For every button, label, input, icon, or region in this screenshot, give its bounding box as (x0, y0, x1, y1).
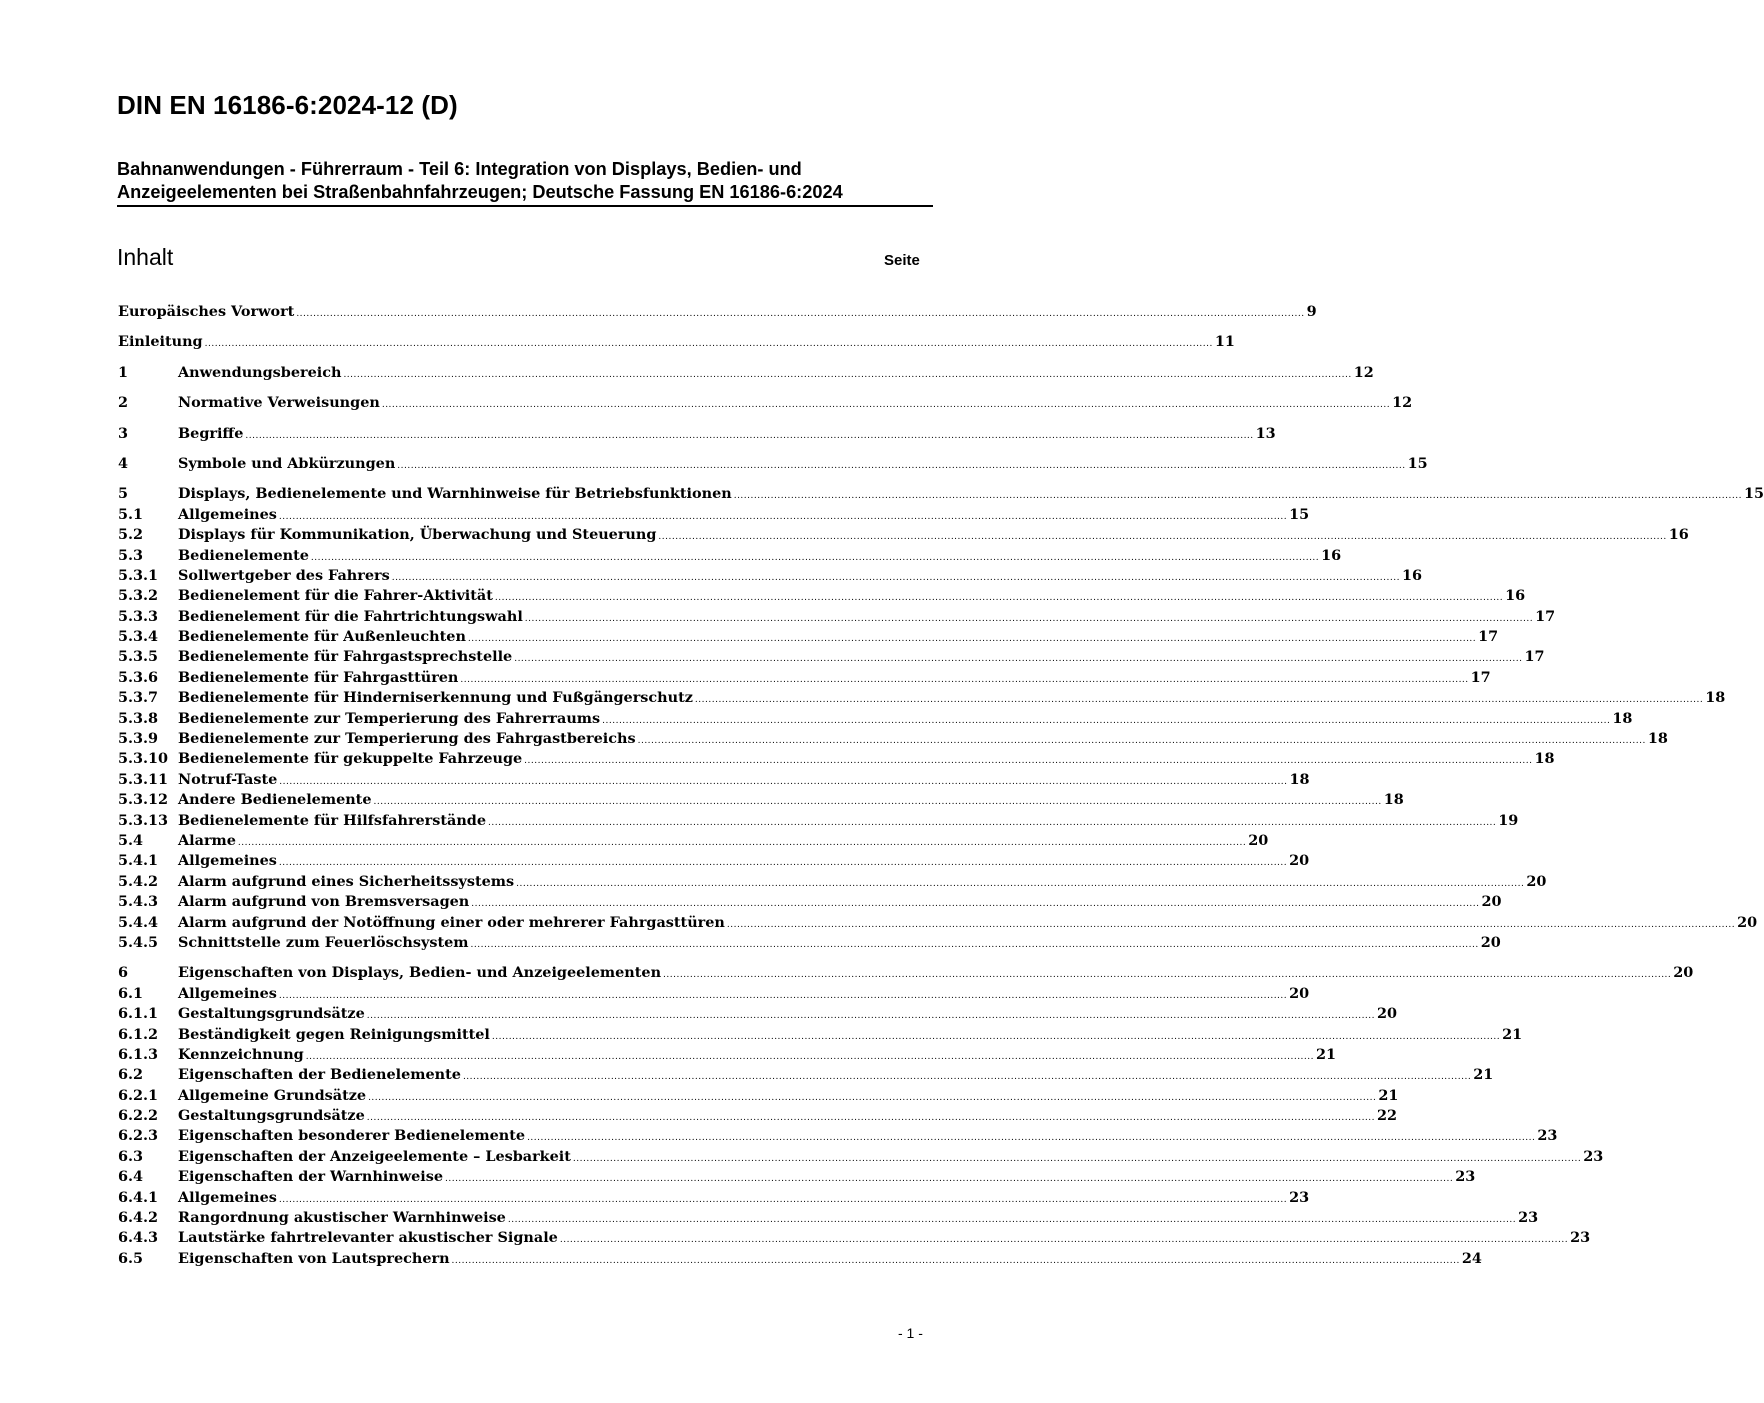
toc-entry[interactable] (118, 424, 1276, 444)
toc-dot-leader: ............................................................................................................................................................................................................................................................................................................ (733, 491, 1742, 502)
toc-entry[interactable] (118, 668, 1491, 688)
toc-entry-page: 18 (1705, 689, 1726, 707)
toc-dot-leader: ............................................................................................................................................................................................................................................................................................................ (658, 532, 1667, 543)
toc-entry-title: Schnittstelle zum Feuerlöschsystem (178, 933, 469, 951)
toc-entry[interactable] (118, 484, 1764, 504)
toc-entry[interactable] (118, 1086, 1399, 1106)
toc-entry-page: 20 (1248, 831, 1269, 849)
toc-entry-title: Bedienelemente für Fahrgastsprechstelle (178, 648, 513, 666)
toc-entry[interactable] (118, 933, 1501, 953)
toc-dot-leader: ............................................................................................................................................................................................................................................................................................................ (237, 837, 1247, 848)
toc-entry-page: 20 (1737, 913, 1758, 931)
toc-entry-page: 16 (1401, 566, 1422, 584)
toc-entry-page: 23 (1455, 1168, 1476, 1186)
toc-entry[interactable] (118, 872, 1547, 892)
toc-entry[interactable] (118, 709, 1633, 729)
toc-dot-leader: ............................................................................................................................................................................................................................................................................................................ (278, 511, 1288, 522)
toc-entry-page: 23 (1518, 1209, 1539, 1227)
toc-entry[interactable] (118, 647, 1545, 667)
toc-entry-number: 5.4.3 (118, 893, 159, 911)
toc-entry-page: 20 (1289, 984, 1310, 1002)
toc-entry-number: 6.1 (118, 984, 144, 1002)
toc-entry-title: Sollwertgeber des Fahrers (178, 566, 390, 584)
toc-entry-page: 12 (1392, 394, 1413, 412)
toc-entry-title: Symbole und Abkürzungen (178, 454, 396, 472)
toc-entry-number: 6.1.1 (118, 1005, 159, 1023)
toc-entry-title: Kennzeichnung (178, 1045, 304, 1063)
toc-entry-page: 21 (1378, 1086, 1399, 1104)
toc-entry-title: Allgemeines (178, 984, 277, 1002)
footer-page-number: - 1 - (898, 1325, 923, 1341)
toc-entry-number: 5.3.9 (118, 730, 159, 748)
toc-entry-title: Eigenschaften der Bedienelemente (178, 1066, 461, 1084)
toc-entry-page: 18 (1647, 730, 1668, 748)
toc-dot-leader: ............................................................................................................................................................................................................................................................................................................ (637, 736, 1646, 747)
toc-page-column-label: Seite (884, 252, 920, 269)
toc-entry-title: Bedienelement für die Fahrer-Aktivität (178, 587, 493, 605)
toc-entry[interactable] (118, 963, 1694, 983)
toc-dot-leader: ............................................................................................................................................................................................................................................................................................................ (471, 899, 1480, 910)
toc-entry[interactable] (118, 302, 1317, 322)
toc-entry-number: 4 (118, 454, 129, 472)
toc-entry-title: Bedienelemente für Hilfsfahrerstände (178, 811, 487, 829)
toc-entry-page: 18 (1612, 709, 1633, 727)
toc-dot-leader: ............................................................................................................................................................................................................................................................................................................ (726, 919, 1736, 930)
toc-entry-number: 6.2.3 (118, 1127, 159, 1145)
toc-entry[interactable] (118, 688, 1726, 708)
toc-dot-leader: ............................................................................................................................................................................................................................................................................................................ (310, 552, 1320, 563)
toc-entry-title: Gestaltungsgrundsätze (178, 1107, 365, 1125)
toc-entry-title: Displays, Bedienelemente und Warnhinweise für Betriebsfunktionen (178, 485, 732, 503)
toc-entry[interactable] (118, 332, 1235, 352)
toc-dot-leader: ............................................................................................................................................................................................................................................................................................................ (397, 460, 1406, 471)
toc-dot-leader: ............................................................................................................................................................................................................................................................................................................ (488, 817, 1497, 828)
toc-entry-page: 20 (1289, 852, 1310, 870)
toc-entry-number: 5.3.6 (118, 668, 159, 686)
toc-entry-number: 6.2.1 (118, 1086, 159, 1104)
toc-entry-number: 6.4.2 (118, 1209, 159, 1227)
toc-entry[interactable] (118, 831, 1269, 851)
toc-entry[interactable] (118, 984, 1310, 1004)
toc-entry-title: Alarm aufgrund von Bremsversagen (178, 893, 470, 911)
toc-entry-number: 5.3.7 (118, 689, 159, 707)
toc-entry-number: 6.3 (118, 1147, 144, 1165)
toc-dot-leader: ............................................................................................................................................................................................................................................................................................................ (602, 715, 1611, 726)
toc-dot-leader: ............................................................................................................................................................................................................................................................................................................ (391, 572, 1400, 583)
toc-entry-title: Gestaltungsgrundsätze (178, 1005, 365, 1023)
toc-entry-page: 22 (1377, 1107, 1398, 1125)
toc-entry-title: Bedienelemente für Fahrgasttüren (178, 668, 459, 686)
toc-entry-page: 20 (1480, 933, 1501, 951)
toc-entry-number: 5.1 (118, 505, 144, 523)
toc-entry-title: Bedienelemente für Hinderniserkennung und Fußgängerschutz (178, 689, 693, 707)
toc-entry-title: Notruf-Taste (178, 770, 278, 788)
toc-entry-number: 5 (118, 485, 129, 503)
toc-dot-leader: ............................................................................................................................................................................................................................................................................................................ (366, 1011, 1376, 1022)
toc-entry-title: Bedienelemente zur Temperierung des Fahrgastbereichs (178, 730, 636, 748)
toc-entry[interactable] (118, 1065, 1494, 1085)
toc-entry[interactable] (118, 627, 1499, 647)
toc-entry-number: 5.3.2 (118, 587, 159, 605)
toc-entry-number: 5.4 (118, 831, 144, 849)
toc-entry-number: 6.4 (118, 1168, 144, 1186)
toc-entry-page: 17 (1478, 628, 1499, 646)
toc-dot-leader: ............................................................................................................................................................................................................................................................................................................ (524, 613, 1534, 624)
toc-entry-page: 12 (1353, 363, 1374, 381)
toc-entry-title: Eigenschaften von Displays, Bedien- und Anzeigeelementen (178, 964, 662, 982)
toc-dot-leader: ............................................................................................................................................................................................................................................................................................................ (514, 654, 1523, 665)
toc-entry[interactable] (118, 749, 1555, 769)
toc-entry-number: 5.3.3 (118, 607, 159, 625)
toc-entry-page: 18 (1534, 750, 1555, 768)
toc-dot-leader: ............................................................................................................................................................................................................................................................................................................ (527, 1133, 1536, 1144)
toc-entry-page: 17 (1524, 648, 1545, 666)
toc-entry-page: 23 (1583, 1147, 1604, 1165)
toc-dot-leader: ............................................................................................................................................................................................................................................................................................................ (305, 1051, 1315, 1062)
toc-dot-leader: ............................................................................................................................................................................................................................................................................................................ (343, 369, 1352, 380)
toc-dot-leader: ............................................................................................................................................................................................................................................................................................................ (279, 776, 1288, 787)
toc-entry-title: Anwendungsbereich (178, 363, 342, 381)
toc-entry[interactable] (118, 363, 1374, 383)
toc-entry-number: 6.1.2 (118, 1025, 159, 1043)
toc-entry-number: 2 (118, 394, 129, 412)
toc-entry-page: 21 (1473, 1066, 1494, 1084)
toc-entry-number: 1 (118, 363, 129, 381)
toc-entry-number: 5.2 (118, 526, 144, 544)
toc-entry-title: Eigenschaften besonderer Bedienelemente (178, 1127, 526, 1145)
toc-entry[interactable] (118, 393, 1413, 413)
toc-dot-leader: ............................................................................................................................................................................................................................................................................................................ (451, 1255, 1460, 1266)
toc-entry[interactable] (118, 1106, 1398, 1126)
toc-entry-number: 6.2 (118, 1066, 144, 1084)
toc-entry-title: Rangordnung akustischer Warnhinweise (178, 1209, 506, 1227)
toc-entry[interactable] (118, 770, 1310, 790)
toc-entry-page: 18 (1289, 770, 1310, 788)
toc-entry-page: 23 (1289, 1188, 1310, 1206)
toc-entry-page: 9 (1306, 303, 1317, 320)
toc-entry-page: 16 (1505, 587, 1526, 605)
toc-entry-page: 17 (1535, 607, 1556, 625)
toc-entry[interactable] (118, 505, 1310, 525)
toc-entry[interactable] (118, 1167, 1476, 1187)
toc-entry-title: Lautstärke fahrtrelevanter akustischer Signale (178, 1229, 558, 1247)
toc-entry-page: 18 (1383, 791, 1404, 809)
toc-dot-leader: ............................................................................................................................................................................................................................................................................................................ (278, 990, 1288, 1001)
toc-entry-title: Bedienelemente (178, 546, 309, 564)
toc-entry[interactable] (118, 454, 1428, 474)
toc-dot-leader: ............................................................................................................................................................................................................................................................................................................ (694, 695, 1704, 706)
toc-entry-number: 5.3 (118, 546, 144, 564)
toc-entry-page: 15 (1743, 485, 1764, 503)
toc-entry-number: 5.3.12 (118, 791, 169, 809)
toc-entry-number: 6.1.3 (118, 1045, 159, 1063)
toc-entry-number: 5.4.4 (118, 913, 159, 931)
toc-entry[interactable] (118, 1228, 1591, 1248)
toc-dot-leader: ............................................................................................................................................................................................................................................................................................................ (491, 1031, 1501, 1042)
toc-entry[interactable] (118, 1126, 1558, 1146)
toc-dot-leader: ............................................................................................................................................................................................................................................................................................................ (470, 939, 1479, 950)
toc-entry-number: 5.4.5 (118, 933, 159, 951)
toc-entry-page: 20 (1673, 964, 1694, 982)
toc-dot-leader: ............................................................................................................................................................................................................................................................................................................ (245, 430, 1254, 441)
toc-entry-title: Alarm aufgrund der Notöffnung einer oder mehrerer Fahrgasttüren (178, 913, 725, 931)
toc-dot-leader: ............................................................................................................................................................................................................................................................................................................ (444, 1174, 1454, 1185)
toc-entry-number: 5.4.1 (118, 852, 159, 870)
toc-dot-leader: ............................................................................................................................................................................................................................................................................................................ (524, 756, 1533, 767)
toc-dot-leader: ............................................................................................................................................................................................................................................................................................................ (373, 797, 1382, 808)
toc-entry[interactable] (118, 1025, 1523, 1045)
toc-entry-title: Allgemeines (178, 505, 277, 523)
toc-dot-leader: ............................................................................................................................................................................................................................................................................................................ (663, 970, 1672, 981)
toc-entry[interactable] (118, 1249, 1482, 1269)
toc-entry-page: 15 (1289, 505, 1310, 523)
toc-entry-page: 16 (1321, 546, 1342, 564)
toc-entry-title: Eigenschaften der Warnhinweise (178, 1168, 443, 1186)
toc-entry-number: 6.4.3 (118, 1229, 159, 1247)
toc-entry-title: Bedienelement für die Fahrtrichtungswahl (178, 607, 523, 625)
toc-entry-title: Beständigkeit gegen Reinigungsmittel (178, 1025, 490, 1043)
toc-dot-leader: ............................................................................................................................................................................................................................................................................................................ (494, 593, 1504, 604)
toc-entry-number: 6.4.1 (118, 1188, 159, 1206)
toc-entry[interactable] (118, 1004, 1398, 1024)
toc-entry-number: 6.5 (118, 1249, 144, 1267)
toc-entry-page: 16 (1668, 526, 1689, 544)
toc-entry-page: 21 (1316, 1045, 1337, 1063)
toc-entry-number: 3 (118, 424, 129, 442)
toc-entry-page: 19 (1498, 811, 1519, 829)
toc-entry[interactable] (118, 1208, 1539, 1228)
toc-dot-leader: ............................................................................................................................................................................................................................................................................................................ (467, 634, 1477, 645)
toc-entry-title: Allgemeines (178, 1188, 277, 1206)
toc-entry-title: Eigenschaften von Lautsprechern (178, 1249, 450, 1267)
toc-entry-title: Bedienelemente zur Temperierung des Fahrerraums (178, 709, 601, 727)
document-title: Bahnanwendungen - Führerraum - Teil 6: Integration von Displays, Bedien- und Anzeigeelementen bei Straßenbahnfahrzeugen; Deutsche Fassung EN 16186-6:2024 (117, 158, 933, 207)
document-code: DIN EN 16186-6:2024-12 (D) (117, 90, 458, 120)
toc-entry-title: Normative Verweisungen (178, 394, 380, 412)
toc-entry-title: Alarm aufgrund eines Sicherheitssystems (178, 872, 515, 890)
toc-entry[interactable] (118, 566, 1422, 586)
toc-dot-leader: ............................................................................................................................................................................................................................................................................................................ (278, 858, 1288, 869)
toc-entry-page: 11 (1214, 333, 1235, 351)
toc-entry-number: 5.3.11 (118, 770, 169, 788)
toc-entry-title: Bedienelemente für Außenleuchten (178, 628, 466, 646)
toc-entry-number: 5.3.10 (118, 750, 169, 768)
table-of-contents (118, 302, 1764, 1269)
toc-entry-page: 21 (1502, 1025, 1523, 1043)
toc-entry-page: 13 (1255, 424, 1276, 442)
toc-entry[interactable] (118, 607, 1556, 627)
toc-entry[interactable] (118, 811, 1519, 831)
toc-entry-title: Begriffe (178, 424, 244, 442)
toc-entry[interactable] (118, 790, 1404, 810)
toc-entry[interactable] (118, 913, 1758, 933)
toc-entry-number: 5.3.5 (118, 648, 159, 666)
toc-entry-page: 23 (1570, 1229, 1591, 1247)
toc-dot-leader: ............................................................................................................................................................................................................................................................................................................ (462, 1072, 1472, 1083)
toc-heading: Inhalt (117, 244, 174, 270)
toc-entry-number: 5.4.2 (118, 872, 159, 890)
toc-entry-title: Andere Bedienelemente (178, 791, 372, 809)
toc-entry-title: Einleitung (118, 333, 203, 351)
toc-entry-number: 5.3.8 (118, 709, 159, 727)
toc-dot-leader: ............................................................................................................................................................................................................................................................................................................ (516, 878, 1525, 889)
toc-entry-title: Europäisches Vorwort (118, 303, 295, 320)
toc-dot-leader: ............................................................................................................................................................................................................................................................................................................ (381, 400, 1391, 411)
toc-entry-title: Allgemeines (178, 852, 277, 870)
toc-dot-leader: ............................................................................................................................................................................................................................................................................................................ (572, 1153, 1582, 1164)
toc-entry-number: 5.3.4 (118, 628, 159, 646)
toc-entry-title: Allgemeine Grundsätze (178, 1086, 367, 1104)
toc-entry[interactable] (118, 1045, 1337, 1065)
toc-entry[interactable] (118, 1147, 1604, 1167)
toc-entry[interactable] (118, 586, 1526, 606)
toc-entry-page: 17 (1470, 668, 1491, 686)
toc-entry[interactable] (118, 546, 1342, 566)
toc-entry-title: Displays für Kommunikation, Überwachung und Steuerung (178, 526, 657, 544)
toc-entry-number: 6 (118, 964, 129, 982)
toc-entry-number: 5.3.1 (118, 566, 159, 584)
toc-entry[interactable] (118, 729, 1668, 749)
toc-dot-leader: ............................................................................................................................................................................................................................................................................................................ (366, 1113, 1376, 1124)
toc-dot-leader: ............................................................................................................................................................................................................................................................................................................ (296, 309, 1305, 319)
toc-entry-page: 20 (1481, 893, 1502, 911)
toc-entry-number: 6.2.2 (118, 1107, 159, 1125)
toc-dot-leader: ............................................................................................................................................................................................................................................................................................................ (507, 1215, 1517, 1226)
toc-entry-title: Eigenschaften der Anzeigeelemente – Lesbarkeit (178, 1147, 571, 1165)
toc-entry-page: 20 (1526, 872, 1547, 890)
toc-dot-leader: ............................................................................................................................................................................................................................................................................................................ (460, 674, 1469, 685)
toc-entry-number: 5.3.13 (118, 811, 169, 829)
toc-entry-title: Bedienelemente für gekuppelte Fahrzeuge (178, 750, 523, 768)
toc-dot-leader: ............................................................................................................................................................................................................................................................................................................ (278, 1194, 1288, 1205)
toc-entry-page: 23 (1537, 1127, 1558, 1145)
toc-entry-page: 15 (1407, 454, 1428, 472)
toc-dot-leader: ............................................................................................................................................................................................................................................................................................................ (368, 1092, 1377, 1103)
toc-entry-page: 24 (1461, 1249, 1482, 1267)
toc-entry[interactable] (118, 892, 1502, 912)
toc-entry[interactable] (118, 851, 1310, 871)
toc-entry[interactable] (118, 525, 1689, 545)
toc-dot-leader: ............................................................................................................................................................................................................................................................................................................ (204, 339, 1213, 350)
toc-entry-page: 20 (1377, 1005, 1398, 1023)
toc-dot-leader: ............................................................................................................................................................................................................................................................................................................ (559, 1235, 1569, 1246)
toc-entry-title: Alarme (178, 831, 236, 849)
toc-entry[interactable] (118, 1188, 1310, 1208)
